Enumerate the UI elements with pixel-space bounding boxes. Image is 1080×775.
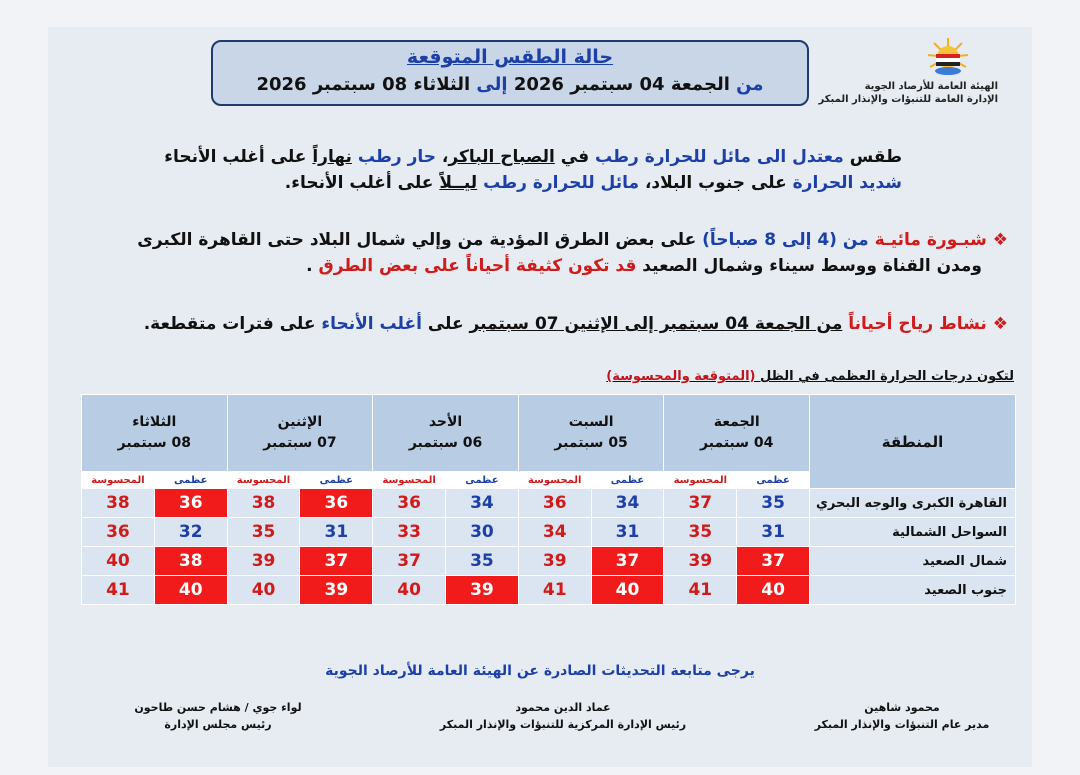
meteorological-authority-logo-icon bbox=[926, 37, 970, 77]
text-segment: معتدل الى مائل للحرارة رطب bbox=[595, 147, 844, 167]
fog-line-2 bbox=[68, 253, 1008, 279]
feels-like-cell: 36 bbox=[82, 518, 155, 547]
temperature-table bbox=[81, 394, 1016, 605]
day-name: السبت bbox=[568, 414, 614, 430]
text-segment: من (4 إلى 8 صباحاً) bbox=[702, 230, 875, 250]
day-name: الجمعة bbox=[713, 414, 760, 430]
max-temp-cell: 31 bbox=[737, 518, 810, 547]
max-temp-cell: 35 bbox=[737, 489, 810, 518]
feels-like-cell: 34 bbox=[518, 518, 591, 547]
signature-left bbox=[108, 699, 328, 733]
signatory-title: رئيس مجلس الإدارة bbox=[164, 718, 272, 731]
date-range bbox=[213, 74, 807, 95]
max-temp-cell: 36 bbox=[300, 489, 373, 518]
text-segment: في bbox=[554, 147, 596, 167]
signature-middle bbox=[428, 699, 698, 733]
region-cell: شمال الصعيد bbox=[810, 547, 1016, 576]
feels-like-cell: 36 bbox=[373, 489, 446, 518]
max-temp-cell: 36 bbox=[154, 489, 227, 518]
table-row bbox=[82, 518, 1016, 547]
table-caption bbox=[606, 369, 1014, 384]
fog-line-1 bbox=[68, 227, 1008, 253]
text-segment: مائل للحرارة رطب bbox=[483, 173, 640, 193]
day-header bbox=[664, 395, 810, 472]
text-segment: نشاط رياح أحياناً bbox=[848, 314, 987, 334]
region-column-header: المنطقة bbox=[810, 395, 1016, 489]
feels-like-cell: 37 bbox=[373, 547, 446, 576]
text-segment: على أغلب الأنحاء. bbox=[284, 173, 440, 193]
text-segment: على أغلب الأنحاء bbox=[164, 147, 313, 167]
feels-like-subheader: المحسوسة bbox=[82, 472, 155, 489]
feels-like-cell: 35 bbox=[227, 518, 300, 547]
max-temp-cell: 31 bbox=[300, 518, 373, 547]
max-temp-cell: 35 bbox=[446, 547, 519, 576]
date-start: الجمعة 04 سبتمبر 2026 bbox=[513, 74, 730, 95]
max-temp-cell: 40 bbox=[737, 576, 810, 605]
date-end: الثلاثاء 08 سبتمبر 2026 bbox=[256, 74, 471, 95]
text-segment: نهاراً bbox=[312, 147, 352, 167]
table-row bbox=[82, 489, 1016, 518]
text-segment: أغلب الأنحاء bbox=[321, 314, 422, 334]
feels-like-cell: 38 bbox=[82, 489, 155, 518]
bullet-icon: ❖ bbox=[992, 230, 1008, 250]
header-box bbox=[211, 40, 809, 106]
day-name: الأحد bbox=[428, 414, 463, 430]
date-from-word: من bbox=[736, 74, 764, 95]
max-temp-cell: 37 bbox=[737, 547, 810, 576]
feels-like-cell: 33 bbox=[373, 518, 446, 547]
max-subheader: عظمى bbox=[154, 472, 227, 489]
feels-like-cell: 41 bbox=[82, 576, 155, 605]
max-temp-cell: 40 bbox=[591, 576, 664, 605]
text-segment: . bbox=[306, 256, 319, 276]
max-temp-cell: 30 bbox=[446, 518, 519, 547]
text-segment: ومدن القناة ووسط سيناء وشمال الصعيد bbox=[636, 256, 982, 276]
date-to-word: إلى bbox=[476, 74, 508, 95]
feels-like-cell: 41 bbox=[664, 576, 737, 605]
text-segment: قد تكون كثيفة أحياناً على بعض الطرق bbox=[318, 256, 637, 276]
max-subheader: عظمى bbox=[737, 472, 810, 489]
bullet-icon: ❖ bbox=[992, 314, 1008, 334]
max-subheader: عظمى bbox=[300, 472, 373, 489]
feels-like-subheader: المحسوسة bbox=[227, 472, 300, 489]
region-cell: القاهرة الكبرى والوجه البحري bbox=[810, 489, 1016, 518]
feels-like-cell: 39 bbox=[664, 547, 737, 576]
org-line-2: الإدارة العامة للتنبؤات والإنذار المبكر bbox=[818, 94, 998, 105]
feels-like-cell: 40 bbox=[227, 576, 300, 605]
day-date: 07 سبتمبر bbox=[263, 435, 337, 451]
table-header-row bbox=[82, 395, 1016, 472]
feels-like-subheader: المحسوسة bbox=[518, 472, 591, 489]
day-name: الإثنين bbox=[277, 414, 323, 430]
feels-like-cell: 39 bbox=[227, 547, 300, 576]
table-body bbox=[82, 489, 1016, 605]
max-subheader: عظمى bbox=[446, 472, 519, 489]
text-segment: على جنوب البلاد، bbox=[639, 173, 793, 193]
max-temp-cell: 40 bbox=[154, 576, 227, 605]
feels-like-cell: 36 bbox=[518, 489, 591, 518]
organization-name bbox=[819, 80, 999, 106]
text-segment: ليــلاً bbox=[439, 173, 478, 193]
feels-like-cell: 40 bbox=[82, 547, 155, 576]
text-segment: على بعض الطرق المؤدية من وإلي شمال البلاد حتى القاهرة الكبرى bbox=[137, 230, 703, 250]
day-date: 04 سبتمبر bbox=[700, 435, 774, 451]
day-header bbox=[227, 395, 373, 472]
text-segment: الصباح الباكر bbox=[448, 147, 555, 167]
feels-like-cell: 41 bbox=[518, 576, 591, 605]
followup-note: يرجى متابعة التحديثات الصادرة عن الهيئة العامة للأرصاد الجوية bbox=[325, 663, 755, 679]
table-row bbox=[82, 547, 1016, 576]
max-temp-cell: 37 bbox=[591, 547, 664, 576]
general-forecast-line-1 bbox=[82, 144, 902, 170]
signatory-name: لواء جوي / هشام حسن طاحون bbox=[134, 701, 302, 714]
day-date: 08 سبتمبر bbox=[117, 435, 191, 451]
text-segment: على فترات متقطعة. bbox=[143, 314, 322, 334]
region-cell: جنوب الصعيد bbox=[810, 576, 1016, 605]
feels-like-cell: 38 bbox=[227, 489, 300, 518]
text-segment: من الجمعة 04 سبتمبر إلى الإثنين 07 سبتمبر bbox=[469, 314, 843, 334]
feels-like-subheader: المحسوسة bbox=[373, 472, 446, 489]
org-line-1: الهيئة العامة للأرصاد الجوية bbox=[864, 81, 998, 92]
bulletin-page bbox=[48, 27, 1032, 767]
day-header bbox=[518, 395, 664, 472]
max-temp-cell: 39 bbox=[446, 576, 519, 605]
max-temp-cell: 31 bbox=[591, 518, 664, 547]
general-forecast bbox=[82, 144, 902, 196]
text-segment: لتكون درجات الحرارة العظمى في الظل bbox=[755, 369, 1014, 384]
max-temp-cell: 39 bbox=[300, 576, 373, 605]
day-name: الثلاثاء bbox=[132, 414, 177, 430]
max-temp-cell: 34 bbox=[446, 489, 519, 518]
max-temp-cell: 34 bbox=[591, 489, 664, 518]
max-temp-cell: 32 bbox=[154, 518, 227, 547]
feels-like-cell: 40 bbox=[373, 576, 446, 605]
feels-like-cell: 39 bbox=[518, 547, 591, 576]
signature-right bbox=[792, 699, 1012, 733]
max-temp-cell: 38 bbox=[154, 547, 227, 576]
signatory-title: مدير عام التنبؤات والإنذار المبكر bbox=[814, 718, 990, 731]
region-cell: السواحل الشمالية bbox=[810, 518, 1016, 547]
day-date: 06 سبتمبر bbox=[408, 435, 483, 451]
text-segment: حار رطب bbox=[357, 147, 436, 167]
table-row bbox=[82, 576, 1016, 605]
general-forecast-line-2 bbox=[82, 170, 902, 196]
page-title: حالة الطقس المتوقعة bbox=[406, 46, 614, 68]
signatory-name: عماد الدين محمود bbox=[515, 701, 611, 714]
feels-like-cell: 37 bbox=[664, 489, 737, 518]
text-segment: شبـورة مائيـة bbox=[874, 230, 987, 250]
text-segment: ، bbox=[436, 147, 449, 167]
max-temp-cell: 37 bbox=[300, 547, 373, 576]
text-segment: طقس bbox=[843, 147, 902, 167]
day-header bbox=[82, 395, 228, 472]
wind-bullet bbox=[68, 311, 1008, 337]
max-subheader: عظمى bbox=[591, 472, 664, 489]
signatory-name: محمود شاهين bbox=[864, 701, 940, 714]
signatory-title: رئيس الإدارة المركزية للتنبؤات والإنذار المبكر bbox=[439, 718, 687, 731]
day-date: 05 سبتمبر bbox=[554, 435, 628, 451]
feels-like-cell: 35 bbox=[664, 518, 737, 547]
text-segment: على bbox=[421, 314, 470, 334]
text-segment: شديد الحرارة bbox=[792, 173, 902, 193]
feels-like-subheader: المحسوسة bbox=[664, 472, 737, 489]
fog-bullet bbox=[68, 227, 1008, 279]
day-header bbox=[373, 395, 519, 472]
text-segment: (المتوقعة والمحسوسة) bbox=[606, 369, 756, 384]
